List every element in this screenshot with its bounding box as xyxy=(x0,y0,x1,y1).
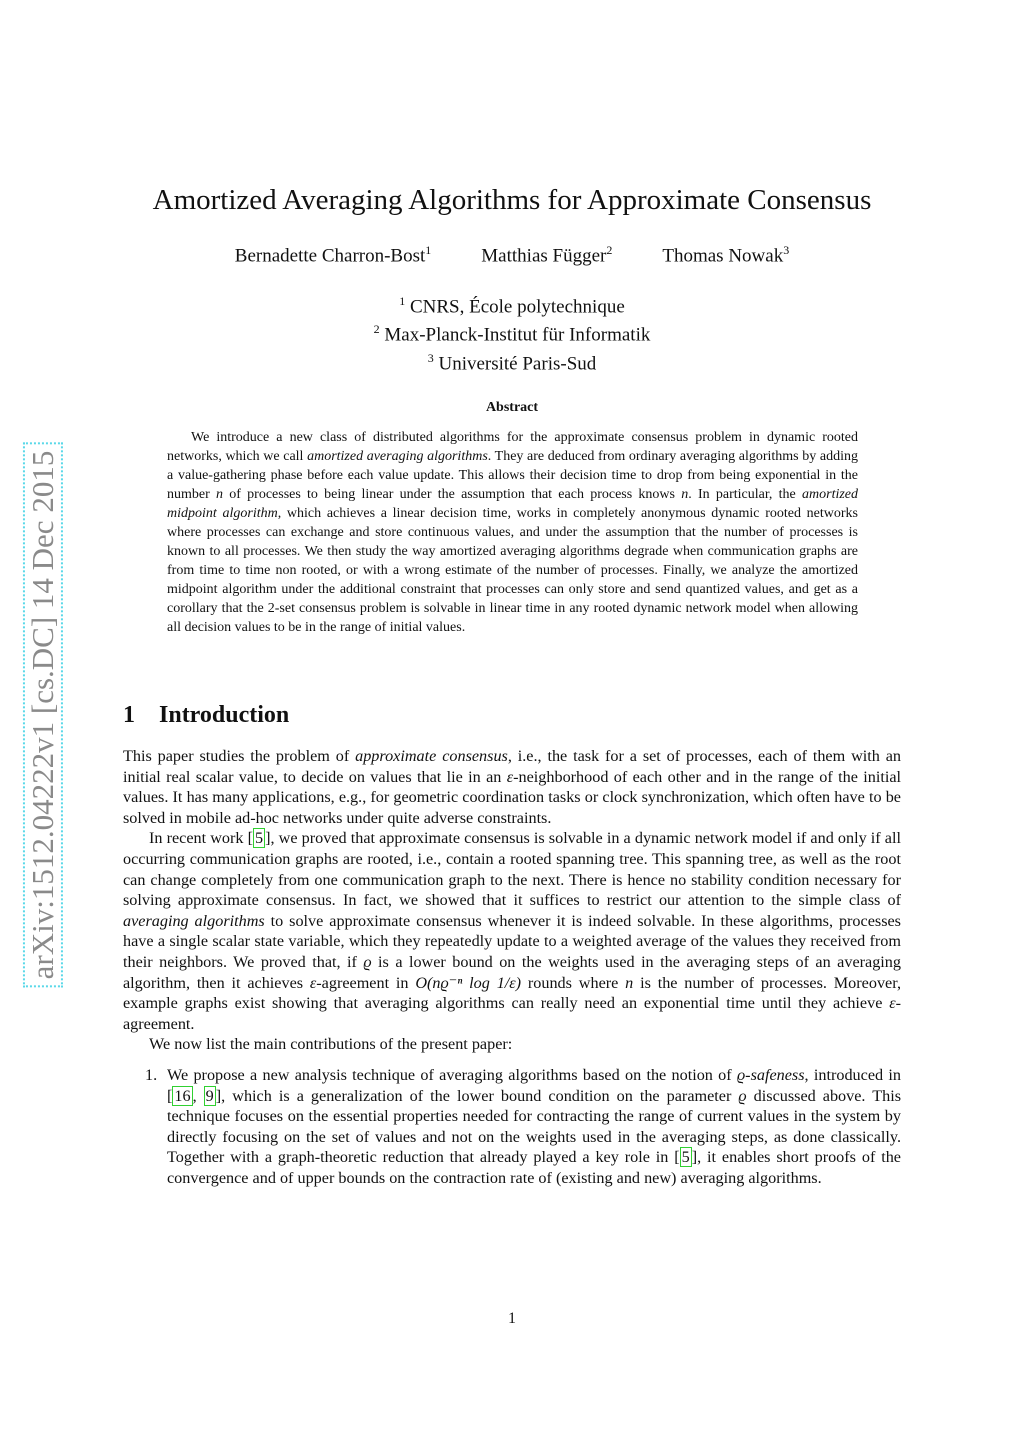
introduction-body xyxy=(123,746,901,1188)
author-list xyxy=(0,243,1024,267)
paragraph: In recent work [ 5 ], we proved that approximate consensus is solvable in a dynamic network model if and only if all occurring communication graphs are rooted, i.e., contain a rooted spanning tree. This spanning tree, as well as the root can change completely from one communication graph to the next. There is hence no stability condition necessary for solving approximate consensus. In fact, we showed that it suffices to restrict our attention to the simple class of averaging algorithms to solve approximate consensus whenever it is indeed solvable. In these algorithms, processes have a single scalar state variable, which they repeatedly update to a weighted average of the values they received from their neighbors. We proved that, if ϱ is a lower bound on the weights used in the averaging steps of an averaging algorithm, then it achieves ε-agreement in O(nϱ⁻ⁿ log 1/ε) rounds where n is the number of processes. Moreover, example graphs exist showing that averaging algorithms can really need an exponential time until they achieve ε-agreement. xyxy=(123,829,902,1033)
author: Matthias Függer$^2$ xyxy=(481,243,613,267)
paragraph: We now list the main contributions of the present paper: xyxy=(149,1035,513,1054)
citation-link[interactable]: 5 xyxy=(255,829,264,848)
paragraph: This paper studies the problem of approximate consensus, i.e., the task for a set of processes, each of them with an initial real scalar value, to decide on values that lie in an ε-neighborhood of each other and in the range of the initial values. It has many applications, e.g., for geometric coordination tasks or clock synchronization, which often have to be solved in mobile ad-hoc networks under quite adverse constraints. xyxy=(123,747,902,827)
author: Thomas Nowak$^3$ xyxy=(662,243,790,267)
affiliation: $^3$ Université Paris-Sud xyxy=(427,350,597,374)
author: Bernadette Charron-Bost$^1$ xyxy=(234,243,432,267)
citation-link[interactable]: 5 xyxy=(681,1148,690,1167)
affiliation: $^1$ CNRS, École polytechnique xyxy=(399,294,625,318)
affiliation-list xyxy=(0,290,1024,375)
citation-link[interactable]: 9 xyxy=(205,1086,214,1105)
arxiv-identifier-stamp: arXiv:1512.04222v1 [cs.DC] 14 Dec 2015 xyxy=(23,443,63,988)
paper-title: Amortized Averaging Algorithms for Approximate Consensus xyxy=(152,184,872,216)
citation-link[interactable]: 16 xyxy=(174,1086,191,1105)
list-item: 1. We propose a new analysis technique of averaging algorithms based on the notion of ϱ-safeness, introduced in [ 16 , 9 ], which is a generalization of the lower bound condition on the parameter ϱ discussed above. This technique focuses on the essential properties needed for contracting the range of current values in the system by directly focusing on the set of values and not on the weights used in the averaging steps, as done classically. Together with a graph-theoretic reduction that already played a key role in [ 5 ], it enables short proofs of the convergence and of upper bounds on the contraction rate of (existing and new) averaging algorithms. xyxy=(145,1065,902,1187)
page-number: 1 xyxy=(508,1310,516,1327)
contribution-list xyxy=(123,1065,901,1189)
complexity-formula: O(nϱ⁻ⁿ log 1/ε) xyxy=(415,973,522,992)
abstract-heading: Abstract xyxy=(485,400,539,415)
affiliation: $^2$ Max-Planck-Institut für Informatik xyxy=(373,322,651,346)
abstract-body: We introduce a new class of distributed algorithms for the approximate consensus problem in dynamic rooted networks, which we call amortized averaging algorithms. They are deduced from ordinary averaging algorithms by adding a value-gathering phase before each value update. This allows their decision time to drop from being exponential in the number n of processes to being linear under the assumption that each process knows n. In particular, the amortized midpoint algorithm, which achieves a linear decision time, works in completely anonymous dynamic rooted networks where processes can exchange and store continuous values, and under the assumption that the number of processes is known to all processes. We then study the way amortized averaging algorithms degrade when communication graphs are from time to time non rooted, or with a wrong estimate of the number of processes. Finally, we analyze the amortized midpoint algorithm under the additional constraint that processes can only store and send quantized values, and get as a corollary that the 2-set consensus problem is solvable in linear time in any rooted dynamic network model when allowing all decision values to be in the range of initial values. xyxy=(167,430,859,635)
section-heading-introduction: 1 Introduction xyxy=(123,702,290,728)
